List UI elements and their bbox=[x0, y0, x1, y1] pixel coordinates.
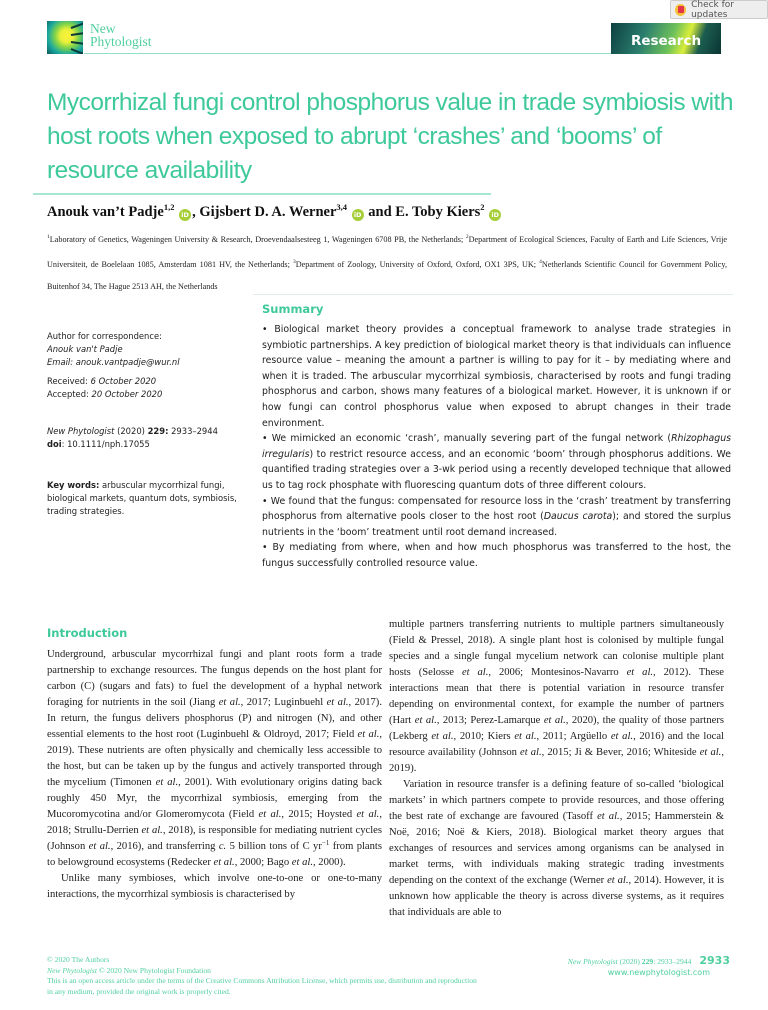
body-paragraph: Unlike many symbioses, which involve one-to-one or one-to-many interactions, the mycorrhizal symbiosis is characterised by bbox=[47, 873, 382, 900]
affil-text: Netherlands Scientific Council for Government Policy, Buitenhof 34, The Hague 2513 AH, the Netherlands bbox=[47, 260, 727, 291]
accepted-date: Accepted: 20 October 2020 bbox=[47, 389, 163, 399]
keywords-label: Key words: bbox=[47, 480, 100, 490]
summary-bullet: • By mediating from where, when and how much phosphorus was transferred to the host, the fungus successfully controlled resource value. bbox=[262, 542, 731, 569]
correspondence-label: Author for correspondence: bbox=[47, 331, 162, 341]
orcid-icon[interactable]: iD bbox=[179, 209, 191, 221]
journal-logo-icon bbox=[47, 21, 83, 54]
orcid-icon[interactable]: iD bbox=[352, 209, 364, 221]
author-separator: and bbox=[364, 204, 396, 220]
summary-bullet: • We found that the fungus: compensated for resource loss in the ‘crash’ treatment by transferring phosphorus from alternative pools closer to the host root (Daucus carota); and stored the surplus nutrients in the ‘boom’ treatment until root demand increased. bbox=[262, 495, 731, 538]
affil-text: Department of Ecological Sciences, Faculty of Earth and Life Sciences, Vrije Universiteit, de Boelelaan 1085, Amsterdam 1081 HV, the Netherlands; bbox=[47, 235, 728, 269]
author-name[interactable]: Gijsbert D. A. Werner bbox=[199, 204, 337, 220]
summary-divider bbox=[253, 294, 733, 295]
author-list bbox=[47, 202, 502, 221]
author-name[interactable]: Anouk van’t Padje bbox=[47, 204, 164, 220]
summary-body bbox=[262, 322, 731, 572]
journal-header bbox=[0, 0, 768, 60]
copyright-foundation: New Phytologist © 2020 New Phytologist Foundation bbox=[47, 965, 211, 975]
body-paragraph: Underground, arbuscular mycorrhizal fungi and plant roots form a trade partnership to exchange resources. The fungus depends on the host plant for carbon (C) (sugars and fats) to fuel the development of a hyphal network foraging for nutrients in the soil (Jiang et al., 2017; Luginbuehl et al., 2017). In return, the fungus delivers phosphorus (P) and nitrogen (N), and other essential elements to the host root (Luginbuehl & Oldroyd, 2017; Field et al., 2019). These nutrients are often physically and chemically less accessible to the host, but can be taken up by the fungus and actively transported through the mycelium (Timonen et al., 2001). With evolutionary origins dating back roughly 450 Myr, the mycorrhizal symbiosis, emerging from the Mucoromycotina and/or Glomeromycota (Field et al., 2015; Hoysted et al., 2018; Strullu-Derrien et al., 2018), is responsible for mediating nutrient cycles (Johnson et al., 2016), and transferring c. 5 billion tons of C $yr^{-1}$ from plants to belowground ecosystems (Redecker et al., 2000; Bago et al., 2000). bbox=[47, 649, 382, 868]
correspondence-name: Anouk van't Padje bbox=[47, 344, 123, 354]
affil-number: 1 bbox=[47, 234, 50, 240]
orcid-icon[interactable]: iD bbox=[489, 209, 501, 221]
body-column-right bbox=[389, 617, 724, 921]
affil-text: Department of Zoology, University of Oxford, Oxford, OX1 3PS, UK; bbox=[295, 260, 540, 269]
affil-number: 3 bbox=[292, 259, 296, 265]
citation-block bbox=[47, 425, 247, 451]
body-column-left bbox=[47, 647, 382, 903]
copyright-authors: © 2020 The Authors bbox=[47, 955, 110, 964]
citation: New Phytologist (2020) 229: 2933–2944 bbox=[47, 426, 218, 436]
correspondence-email[interactable]: Email: anouk.vantpadje@wur.nl bbox=[47, 357, 180, 367]
header-divider bbox=[84, 53, 627, 54]
check-for-updates-button[interactable] bbox=[670, 0, 768, 19]
license-text: This is an open access article under the terms of the Creative Commons Attribution License, which permits use, distribution and reproduction in any medium, provided the original work is properly cited. bbox=[47, 976, 477, 996]
keywords: arbuscular mycorrhizal fungi, biological markets, quantum dots, symbiosis, trading strategies. bbox=[47, 480, 237, 516]
page-number: 2933 bbox=[699, 954, 730, 967]
article-title: Mycorrhizal fungi control phosphorus value in trade symbiosis with host roots when exposed to abrupt ‘crashes’ and ‘booms’ of resource availability bbox=[47, 89, 733, 184]
correspondence-block bbox=[47, 330, 247, 369]
author-separator: , bbox=[192, 204, 200, 220]
affiliations bbox=[47, 226, 727, 298]
author-affil-ref: 1,2 bbox=[163, 202, 175, 212]
title-divider bbox=[33, 193, 491, 195]
footer-copyright bbox=[47, 955, 477, 997]
keywords-block bbox=[47, 479, 247, 518]
summary-bullet: • We mimicked an economic ‘crash’, manually severing part of the fungal network (Rhizophagus irregularis) to restrict resource access, and an economic ‘boom’ through phosphorus additions. We quantified trading strategies over a 3-wk period using a recently developed technique that allowed us to tag rock phosphate with fluorescing quantum dots of three different colours. bbox=[262, 433, 731, 491]
summary-heading: Summary bbox=[262, 302, 324, 316]
body-paragraph: Variation in resource transfer is a defining feature of so-called ‘biological markets’ in which partners compete to provide resources, and those offering the best rate of exchange are favoured (Tasoff et al., 2015; Hammerstein & Noë, 2016; Noë & Kiers, 2018). Biological market theory argues that exchanges of resources and services among organisms can be analysed in market terms, with individuals making strategic trading investments depending on the context of the exchange (Werner et al., 2014). However, it is unknown how applicable the theory is across diverse systems, as it requires that individuals are able to bbox=[389, 779, 725, 918]
journal-name-line1: New bbox=[90, 21, 116, 36]
introduction-heading: Introduction bbox=[47, 626, 128, 640]
check-for-updates-label: Check for updates bbox=[691, 0, 734, 20]
summary-bullet: • Biological market theory provides a conceptual framework to analyse trade strategies in symbiotic partnerships. A key prediction of biological market theory is that individuals can influence resource value – meaning the amount a partner is willing to pay for it – by mediating where and when it is traded. The arbuscular mycorrhizal symbiosis, characterised by roots and fungi trading phosphorus and carbon, shows many features of a biological market. However, it is unknown if or how fungi can control phosphorus value when exposed to abrupt changes in their trade environment. bbox=[262, 324, 731, 429]
section-badge: Research bbox=[611, 23, 721, 54]
affil-text: Laboratory of Genetics, Wageningen University & Research, Droevendaalsesteeg 1, Wageningen 6708 PB, the Netherlands; bbox=[49, 235, 466, 244]
author-name[interactable]: E. Toby Kiers bbox=[395, 204, 481, 220]
journal-name-line2: Phytologist bbox=[90, 34, 152, 49]
dates-block bbox=[47, 375, 247, 401]
journal-name bbox=[90, 22, 152, 48]
doi[interactable]: doi: 10.1111/nph.17055 bbox=[47, 439, 150, 449]
footer-citation bbox=[520, 955, 730, 978]
article-info-sidebar bbox=[47, 330, 247, 524]
affil-number: 2 bbox=[465, 234, 469, 240]
received-date: Received: 6 October 2020 bbox=[47, 376, 157, 386]
author-affil-ref: 2 bbox=[480, 202, 485, 212]
affil-number: 4 bbox=[539, 259, 542, 265]
crossmark-icon bbox=[675, 4, 686, 16]
body-paragraph: multiple partners transferring nutrients to multiple partners simultaneously (Field & Pressel, 2018). A single plant host is colonised by multiple fungal species and a single fungal mycelium network can colonise multiple plant hosts (Selosse et al., 2006; Montesinos-Navarro et al., 2012). These interactions mean that there is potential variation in resource transfer depending on environmental context, for example the number of partners (Hart et al., 2013; Perez-Lamarque et al., 2020), the quality of those partners (Lekberg et al., 2010; Kiers et al., 2011; Argüello et al., 2016) and the local resource availability (Johnson et al., 2015; Ji & Bever, 2016; Whiteside et al., 2019). bbox=[389, 619, 725, 774]
author-affil-ref: 3,4 bbox=[336, 202, 348, 212]
footer-citation-line: New Phytologist (2020) 229: 2933–2944 2933 bbox=[567, 954, 730, 967]
journal-url-link[interactable]: www.newphytologist.com bbox=[607, 968, 710, 977]
